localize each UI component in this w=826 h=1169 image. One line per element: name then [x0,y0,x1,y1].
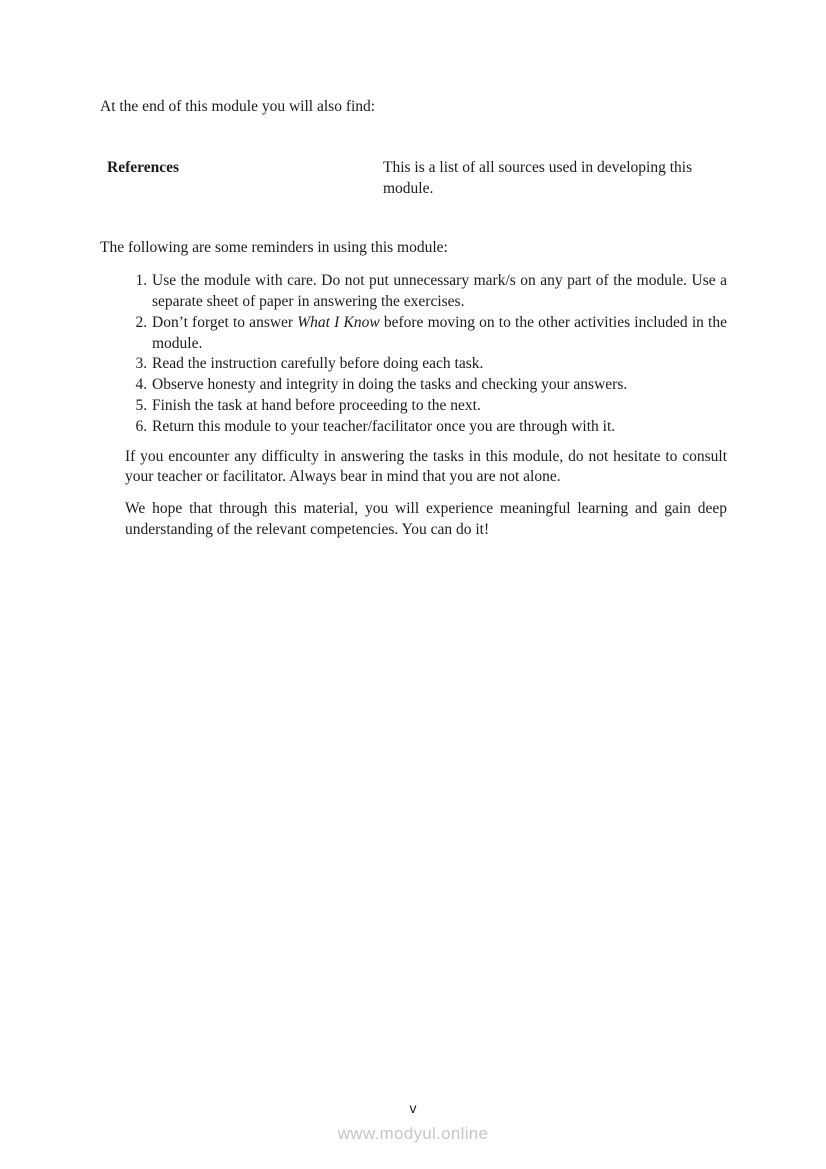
reminder-item-2-pre: Don’t forget to answer [152,313,298,331]
reminder-item-3: 3. Read the instruction carefully before doing each task. [151,354,727,375]
page-footer [0,1098,826,1145]
references-description: This is a list of all sources used in developing this module. [383,158,693,197]
page-content [0,0,826,541]
reminder-item-2-post: before moving on to the other activities included in the module. [152,313,727,352]
page-number: v [409,1100,417,1116]
watermark-text: www.modyul.online [337,1123,489,1143]
reminder-item-4: 4. Observe honesty and integrity in doing the tasks and checking your answers. [151,375,727,396]
reminders-list [100,271,727,437]
reminder-item-6: 6. Return this module to your teacher/facilitator once you are through with it. [151,417,727,438]
closing-paragraph: We hope that through this material, you will experience meaningful learning and gain deep understanding of the relevant competencies. You can do it! [125,500,727,538]
reminder-item-2 [151,313,727,355]
reminder-item-2-italic: What I Know [297,313,380,331]
reminder-item-5: 5. Finish the task at hand before proceeding to the next. [151,396,727,417]
references-row [107,158,727,200]
reminders-intro: The following are some reminders in using this module: [100,239,448,257]
references-label: References [107,158,180,176]
encouragement-paragraph: If you encounter any difficulty in answering the tasks in this module, do not hesitate to consult your teacher or facilitator. Always bear in mind that you are not alone. [125,447,727,486]
intro-line: At the end of this module you will also find: [100,98,376,115]
reminder-item-1: 1. Use the module with care. Do not put unnecessary mark/s on any part of the module. Use a separate sheet of paper in answering the exercises. [151,271,727,313]
